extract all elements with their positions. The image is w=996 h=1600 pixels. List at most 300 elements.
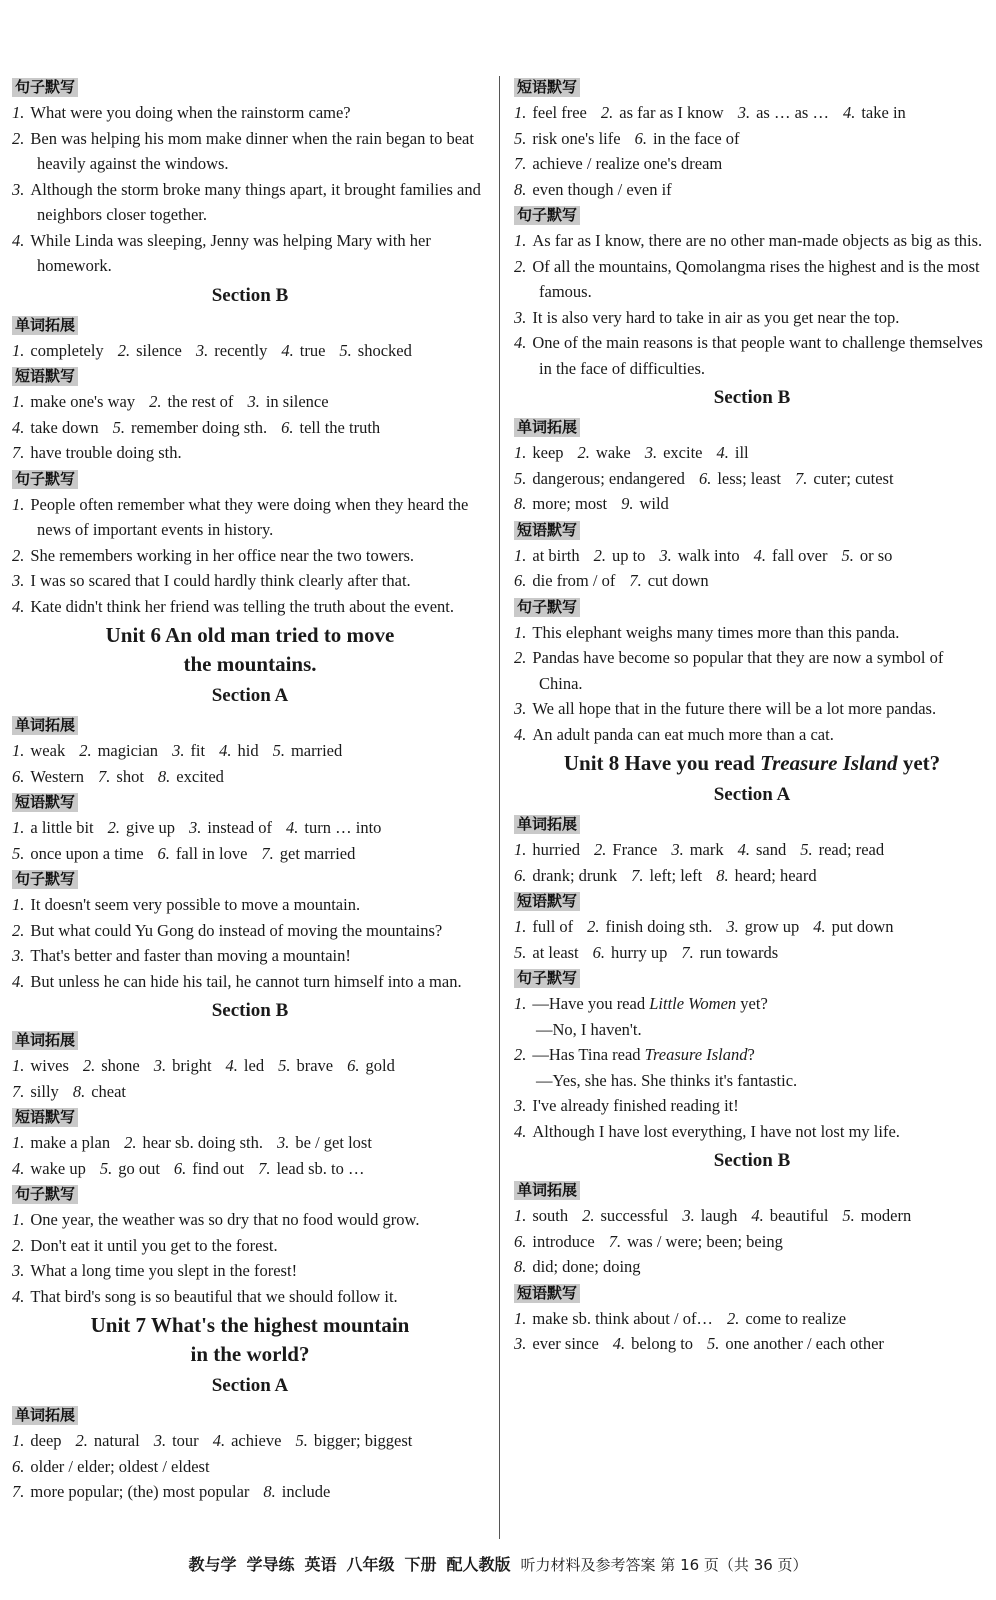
item-number: 4. bbox=[212, 1431, 226, 1450]
item-number: 6. bbox=[592, 942, 606, 962]
dialogue-text: —Have you read bbox=[532, 994, 650, 1013]
answer-text: at least bbox=[532, 942, 579, 962]
sentence-item bbox=[514, 330, 990, 381]
unit-title bbox=[12, 1311, 488, 1369]
answer-text: cheat bbox=[91, 1081, 126, 1101]
item-number: 4. bbox=[286, 818, 299, 837]
item-number: 5. bbox=[841, 545, 854, 565]
item-number: 4. bbox=[12, 230, 25, 250]
answer-text: grow up bbox=[744, 917, 800, 936]
sentence-text: But unless he can hide his tail, he cannot turn himself into a man. bbox=[30, 971, 462, 991]
item-number: 5. bbox=[514, 942, 527, 962]
sentence-line bbox=[514, 1119, 990, 1145]
answer-text: ever since bbox=[532, 1334, 599, 1353]
item-number: 5. bbox=[800, 840, 813, 859]
item-number: 5. bbox=[339, 340, 352, 360]
sentence-text: It doesn't seem very possible to move a mountain. bbox=[30, 895, 361, 914]
answer-text: wives bbox=[30, 1056, 69, 1075]
sentence-text: But what could Yu Gong do instead of moving the mountains? bbox=[30, 920, 443, 940]
item-number: 3. bbox=[12, 946, 25, 965]
answer-text: make a plan bbox=[30, 1133, 111, 1152]
sentence-text: An adult panda can eat much more than a cat. bbox=[532, 724, 834, 744]
sentence-item bbox=[12, 568, 488, 594]
item-number: 9. bbox=[621, 494, 634, 513]
item-number: 8. bbox=[514, 1257, 527, 1276]
item-number: 4. bbox=[12, 1286, 25, 1306]
sentence-item bbox=[514, 254, 990, 305]
section-heading: Section A bbox=[211, 1375, 289, 1396]
item-number: 5. bbox=[295, 1431, 308, 1450]
answer-text: put down bbox=[831, 917, 894, 936]
tag-phrases: 短语默写 bbox=[514, 521, 580, 540]
answer-line bbox=[12, 1428, 488, 1454]
sentence-item bbox=[12, 594, 488, 620]
dialogue-reply: —No, I haven't. bbox=[536, 1019, 642, 1039]
tag-words: 单词拓展 bbox=[12, 316, 78, 335]
sentence-text: I was so scared that I could hardly think clearly after that. bbox=[30, 571, 411, 590]
item-number: 1. bbox=[12, 1056, 25, 1075]
answer-text: run towards bbox=[699, 942, 779, 962]
tag-words: 单词拓展 bbox=[12, 1031, 78, 1050]
answer-text: once upon a time bbox=[30, 843, 144, 863]
answer-text: excite bbox=[663, 443, 703, 462]
tag-words: 单词拓展 bbox=[514, 1181, 580, 1200]
item-number: 1. bbox=[12, 1210, 25, 1229]
item-number: 8. bbox=[157, 766, 171, 786]
answer-text: remember doing sth. bbox=[131, 417, 268, 437]
section-heading: Section B bbox=[713, 387, 791, 408]
answer-line bbox=[514, 100, 990, 126]
item-number: 2. bbox=[582, 1206, 595, 1225]
item-number: 1. bbox=[514, 443, 527, 462]
answer-text: south bbox=[532, 1206, 569, 1225]
dialogue-text: yet? bbox=[736, 994, 768, 1013]
sentence-item bbox=[12, 969, 488, 995]
tag-sentences: 句子默写 bbox=[514, 598, 580, 617]
answer-text: completely bbox=[30, 340, 104, 360]
answer-text: keep bbox=[532, 443, 564, 462]
answer-text: tell the truth bbox=[299, 417, 381, 437]
item-number: 6. bbox=[514, 1231, 527, 1251]
answer-text: be / get lost bbox=[295, 1133, 372, 1152]
tag-sentences: 句子默写 bbox=[12, 78, 78, 97]
answer-text: laugh bbox=[700, 1206, 738, 1225]
sentence-list bbox=[12, 492, 488, 620]
item-number: 5. bbox=[278, 1056, 291, 1075]
dialogue-line bbox=[514, 991, 990, 1017]
answer-text: successful bbox=[600, 1206, 669, 1225]
answer-text: natural bbox=[93, 1431, 140, 1450]
answer-text: belong to bbox=[631, 1334, 694, 1353]
item-number: 2. bbox=[587, 917, 600, 936]
answer-line bbox=[514, 543, 990, 569]
tag-sentences: 句子默写 bbox=[514, 969, 580, 988]
sentence-text: Although the storm broke many things apart, it brought families and neighbors closer together. bbox=[30, 179, 481, 224]
item-number: 6. bbox=[514, 571, 527, 590]
tag-sentences: 句子默写 bbox=[12, 1185, 78, 1204]
item-number: 3. bbox=[514, 699, 527, 718]
tag-sentences: 句子默写 bbox=[12, 870, 78, 889]
item-number: 3. bbox=[172, 741, 185, 760]
answer-text: finish doing sth. bbox=[605, 917, 713, 936]
answer-text: recently bbox=[214, 340, 268, 360]
sentence-list bbox=[514, 620, 990, 748]
item-number: 7. bbox=[98, 766, 111, 786]
item-number: 5. bbox=[842, 1206, 855, 1225]
footer-bold: 英语 bbox=[304, 1555, 337, 1574]
sentence-text: What a long time you slept in the forest! bbox=[30, 1261, 298, 1280]
item-number: 1. bbox=[514, 994, 527, 1013]
answer-line bbox=[514, 491, 990, 517]
answer-line bbox=[514, 177, 990, 203]
item-number: 6. bbox=[281, 417, 294, 437]
sentence-item bbox=[12, 228, 488, 279]
item-number: 7. bbox=[12, 1081, 25, 1101]
answer-text: hear sb. doing sth. bbox=[142, 1133, 263, 1152]
answer-line bbox=[514, 1203, 990, 1229]
answer-line bbox=[514, 151, 990, 177]
answer-text: hid bbox=[237, 741, 259, 760]
footer-bold: 八年级 bbox=[346, 1555, 395, 1574]
item-number: 7. bbox=[12, 443, 25, 462]
sentence-text: That's better and faster than moving a mountain! bbox=[30, 946, 351, 965]
item-number: 4. bbox=[737, 840, 750, 859]
column-divider bbox=[499, 76, 500, 1539]
answer-text: was / were; been; being bbox=[627, 1231, 783, 1251]
item-number: 1. bbox=[514, 917, 527, 936]
unit-title-line: Unit 7 What's the highest mountain bbox=[90, 1313, 410, 1337]
sentence-text: Don't eat it until you get to the forest. bbox=[30, 1235, 278, 1255]
item-number: 3. bbox=[277, 1133, 290, 1152]
answer-line bbox=[12, 1130, 488, 1156]
answer-line bbox=[12, 440, 488, 466]
answer-text: modern bbox=[860, 1206, 912, 1225]
answer-text: feel free bbox=[532, 103, 587, 122]
answer-text: get married bbox=[279, 843, 356, 863]
item-number: 2. bbox=[726, 1308, 740, 1328]
answer-text: excited bbox=[176, 766, 224, 786]
item-number: 5. bbox=[514, 128, 527, 148]
sentence-text: It is also very hard to take in air as you get near the top. bbox=[532, 307, 900, 327]
answer-text: cuter; cutest bbox=[813, 468, 894, 488]
answer-text: read; read bbox=[818, 840, 885, 859]
item-number: 3. bbox=[12, 1261, 25, 1280]
item-number: 1. bbox=[514, 1206, 527, 1225]
sentence-text: She remembers working in her office near the two towers. bbox=[30, 545, 415, 565]
answer-line bbox=[514, 1331, 990, 1357]
answer-line bbox=[12, 1053, 488, 1079]
answer-line bbox=[514, 837, 990, 863]
item-number: 4. bbox=[514, 724, 527, 744]
sentence-text: That bird's song is so beautiful that we should follow it. bbox=[30, 1286, 398, 1306]
item-number: 1. bbox=[12, 392, 25, 411]
sentence-text: People often remember what they were doing when they heard the news of important events in history. bbox=[30, 494, 469, 539]
sentence-item bbox=[12, 492, 488, 543]
answer-text: drank; drunk bbox=[532, 865, 618, 885]
answer-line bbox=[12, 1156, 488, 1182]
item-number: 5. bbox=[707, 1334, 720, 1353]
item-number: 2. bbox=[82, 1056, 96, 1075]
item-number: 6. bbox=[634, 128, 647, 148]
tag-sentences: 句子默写 bbox=[514, 206, 580, 225]
answer-text: as … as … bbox=[756, 103, 829, 122]
sentence-item bbox=[12, 100, 488, 126]
sentence-item bbox=[12, 1284, 488, 1310]
sentence-text: Pandas have become so popular that they are now a symbol of China. bbox=[532, 648, 944, 693]
answer-line bbox=[12, 841, 488, 867]
answer-text: in the face of bbox=[652, 128, 740, 148]
answer-text: a little bit bbox=[30, 818, 94, 837]
answer-text: include bbox=[281, 1482, 331, 1501]
answer-text: achieve / realize one's dream bbox=[532, 154, 723, 173]
answer-text: mark bbox=[689, 840, 724, 859]
answer-text: cut down bbox=[647, 571, 709, 590]
answer-line bbox=[514, 126, 990, 152]
item-number: 6. bbox=[698, 468, 712, 488]
sentence-text: Ben was helping his mom make dinner when the rain began to beat heavily against the windows. bbox=[30, 128, 474, 173]
item-number: 7. bbox=[514, 154, 527, 173]
item-number: 1. bbox=[12, 741, 25, 760]
answer-text: the rest of bbox=[167, 392, 234, 411]
item-number: 4. bbox=[514, 333, 527, 352]
sentence-text: One year, the weather was so dry that no food would grow. bbox=[30, 1210, 420, 1229]
sentence-text: Kate didn't think her friend was telling the truth about the event. bbox=[30, 596, 454, 616]
answer-line bbox=[12, 1479, 488, 1505]
answer-text: did; done; doing bbox=[532, 1257, 641, 1276]
item-number: 4. bbox=[12, 1158, 25, 1178]
answer-text: find out bbox=[192, 1158, 245, 1178]
answer-text: married bbox=[290, 741, 343, 760]
section-heading: Section A bbox=[713, 784, 791, 805]
item-number: 3. bbox=[726, 917, 739, 936]
item-number: 8. bbox=[263, 1482, 276, 1501]
item-number: 2. bbox=[12, 920, 25, 940]
unit-title-line: in the world? bbox=[190, 1342, 310, 1366]
tag-sentences: 句子默写 bbox=[12, 470, 78, 489]
answer-text: dangerous; endangered bbox=[532, 468, 685, 488]
sentence-item bbox=[12, 177, 488, 228]
sentence-list bbox=[12, 892, 488, 994]
item-number: 4. bbox=[514, 1121, 527, 1141]
answer-line bbox=[12, 764, 488, 790]
tag-words: 单词拓展 bbox=[12, 716, 78, 735]
sentence-text: We all hope that in the future there will be a lot more pandas. bbox=[532, 699, 937, 718]
answer-text: tour bbox=[172, 1431, 199, 1450]
item-number: 3. bbox=[195, 340, 209, 360]
answer-line bbox=[514, 440, 990, 466]
item-number: 2. bbox=[12, 128, 25, 148]
answer-text: make one's way bbox=[30, 392, 136, 411]
answer-text: shocked bbox=[357, 340, 412, 360]
answer-line bbox=[514, 466, 990, 492]
left-column bbox=[12, 74, 488, 1505]
item-number: 2. bbox=[514, 648, 527, 667]
answer-line bbox=[514, 1229, 990, 1255]
answer-text: die from / of bbox=[532, 571, 616, 590]
tag-phrases: 短语默写 bbox=[12, 793, 78, 812]
item-number: 7. bbox=[258, 1158, 271, 1178]
footer-page-info: 听力材料及参考答案 第 16 页（共 36 页） bbox=[520, 1556, 808, 1574]
item-number: 8. bbox=[514, 179, 527, 199]
answer-text: fit bbox=[190, 741, 206, 760]
dialogue-text: ? bbox=[747, 1045, 755, 1064]
answer-line bbox=[514, 1306, 990, 1332]
item-number: 2. bbox=[107, 818, 120, 837]
answer-line bbox=[514, 1254, 990, 1280]
sentence-text: What were you doing when the rainstorm came? bbox=[30, 103, 351, 122]
item-number: 1. bbox=[514, 622, 527, 642]
item-number: 1. bbox=[12, 1133, 25, 1152]
item-number: 1. bbox=[12, 818, 25, 837]
item-number: 1. bbox=[12, 1431, 25, 1450]
item-number: 2. bbox=[577, 443, 590, 462]
dialogue-reply: —Yes, she has. She thinks it's fantastic. bbox=[536, 1070, 798, 1090]
item-number: 8. bbox=[716, 865, 729, 885]
answer-text: ill bbox=[734, 443, 749, 462]
answer-text: take down bbox=[30, 417, 99, 437]
sentence-list bbox=[12, 1207, 488, 1309]
item-number: 3. bbox=[737, 103, 751, 122]
book-title: Little Women bbox=[649, 994, 737, 1013]
item-number: 5. bbox=[272, 741, 285, 760]
item-number: 1. bbox=[12, 895, 25, 914]
section-heading: Section B bbox=[211, 1000, 289, 1021]
item-number: 4. bbox=[281, 340, 294, 360]
answer-text: shone bbox=[101, 1056, 140, 1075]
item-number: 7. bbox=[12, 1482, 25, 1501]
answer-text: wake bbox=[595, 443, 631, 462]
answer-text: more; most bbox=[532, 494, 608, 513]
answer-text: bigger; biggest bbox=[313, 1431, 413, 1450]
answer-text: magician bbox=[97, 741, 159, 760]
item-number: 7. bbox=[608, 1231, 622, 1251]
right-column bbox=[514, 74, 990, 1357]
answer-text: sand bbox=[755, 840, 787, 859]
footer-bold: 学导练 bbox=[246, 1555, 295, 1574]
answer-text: heard; heard bbox=[734, 865, 817, 885]
sentence-text: I've already finished reading it! bbox=[532, 1096, 739, 1115]
answer-line bbox=[12, 415, 488, 441]
answer-text: lead sb. to … bbox=[276, 1158, 365, 1178]
answer-line bbox=[514, 914, 990, 940]
tag-phrases: 短语默写 bbox=[12, 367, 78, 386]
item-number: 2. bbox=[75, 1431, 88, 1450]
item-number: 4. bbox=[842, 103, 856, 122]
book-title: Treasure Island bbox=[644, 1045, 748, 1064]
unit-title bbox=[12, 621, 488, 679]
item-number: 5. bbox=[99, 1158, 113, 1178]
item-number: 2. bbox=[593, 545, 606, 565]
dialogue-text: —Has Tina read bbox=[532, 1045, 645, 1064]
item-number: 2. bbox=[600, 103, 614, 122]
item-number: 1. bbox=[12, 340, 25, 360]
answer-text: have trouble doing sth. bbox=[30, 443, 182, 462]
sentence-list bbox=[514, 228, 990, 381]
answer-text: older / elder; oldest / eldest bbox=[30, 1456, 210, 1476]
item-number: 2. bbox=[12, 1235, 25, 1255]
sentence-text: One of the main reasons is that people want to challenge themselves in the face of difficulties. bbox=[532, 333, 983, 378]
unit-title-line: Unit 6 An old man tried to move bbox=[105, 623, 395, 647]
answer-text: fall over bbox=[772, 545, 828, 565]
item-number: 8. bbox=[72, 1081, 86, 1101]
answer-text: full of bbox=[532, 917, 574, 936]
tag-words: 单词拓展 bbox=[12, 1406, 78, 1425]
answer-text: brave bbox=[296, 1056, 334, 1075]
item-number: 3. bbox=[644, 443, 658, 462]
item-number: 1. bbox=[514, 231, 527, 250]
answer-text: walk into bbox=[677, 545, 740, 565]
sentence-list bbox=[12, 100, 488, 279]
item-number: 2. bbox=[594, 840, 607, 859]
item-number: 2. bbox=[79, 741, 92, 760]
item-number: 4. bbox=[12, 596, 25, 616]
answer-line bbox=[12, 1079, 488, 1105]
item-number: 3. bbox=[514, 1334, 527, 1353]
item-number: 1. bbox=[514, 1308, 527, 1328]
answer-text: wild bbox=[639, 494, 669, 513]
sentence-item bbox=[12, 918, 488, 944]
tag-phrases: 短语默写 bbox=[514, 78, 580, 97]
item-number: 4. bbox=[813, 917, 826, 936]
item-number: 2. bbox=[514, 256, 527, 276]
answer-text: give up bbox=[126, 818, 176, 837]
item-number: 6. bbox=[157, 843, 170, 863]
item-number: 4. bbox=[12, 971, 25, 991]
unit-title-part: yet? bbox=[897, 751, 941, 775]
item-number: 6. bbox=[347, 1056, 360, 1075]
item-number: 2. bbox=[149, 392, 162, 411]
item-number: 4. bbox=[716, 443, 729, 462]
answer-text: led bbox=[243, 1056, 265, 1075]
item-number: 1. bbox=[514, 545, 527, 565]
answer-text: come to realize bbox=[745, 1308, 847, 1328]
answer-line bbox=[12, 815, 488, 841]
footer-bold: 下册 bbox=[404, 1555, 437, 1574]
sentence-item bbox=[12, 943, 488, 969]
unit-title-line: the mountains. bbox=[183, 652, 317, 676]
answer-line bbox=[514, 940, 990, 966]
answer-text: deep bbox=[30, 1431, 62, 1450]
item-number: 6. bbox=[12, 1456, 25, 1476]
item-number: 4. bbox=[12, 417, 25, 437]
answer-text: beautiful bbox=[769, 1206, 829, 1225]
answer-line bbox=[12, 738, 488, 764]
item-number: 2. bbox=[514, 1045, 527, 1064]
answer-text: wake up bbox=[30, 1158, 86, 1178]
footer-bold: 教与学 bbox=[188, 1555, 237, 1574]
item-number: 3. bbox=[682, 1206, 695, 1225]
answer-text: at birth bbox=[532, 545, 580, 565]
answer-text: more popular; (the) most popular bbox=[30, 1482, 250, 1501]
item-number: 3. bbox=[189, 818, 202, 837]
item-number: 6. bbox=[12, 766, 25, 786]
sentence-text: This elephant weighs many times more than this panda. bbox=[532, 622, 900, 642]
item-number: 7. bbox=[629, 571, 642, 590]
answer-text: silence bbox=[136, 340, 182, 360]
item-number: 3. bbox=[12, 179, 25, 199]
item-number: 1. bbox=[514, 103, 527, 122]
sentence-item bbox=[12, 1207, 488, 1233]
item-number: 7. bbox=[681, 942, 694, 962]
item-number: 4. bbox=[225, 1056, 238, 1075]
footer-bold: 配人教版 bbox=[446, 1555, 511, 1574]
sentence-text: Of all the mountains, Qomolangma rises the highest and is the most famous. bbox=[532, 256, 980, 301]
item-number: 6. bbox=[173, 1158, 187, 1178]
sentence-item bbox=[12, 892, 488, 918]
item-number: 4. bbox=[753, 545, 767, 565]
item-number: 5. bbox=[112, 417, 126, 437]
sentence-item bbox=[12, 543, 488, 569]
